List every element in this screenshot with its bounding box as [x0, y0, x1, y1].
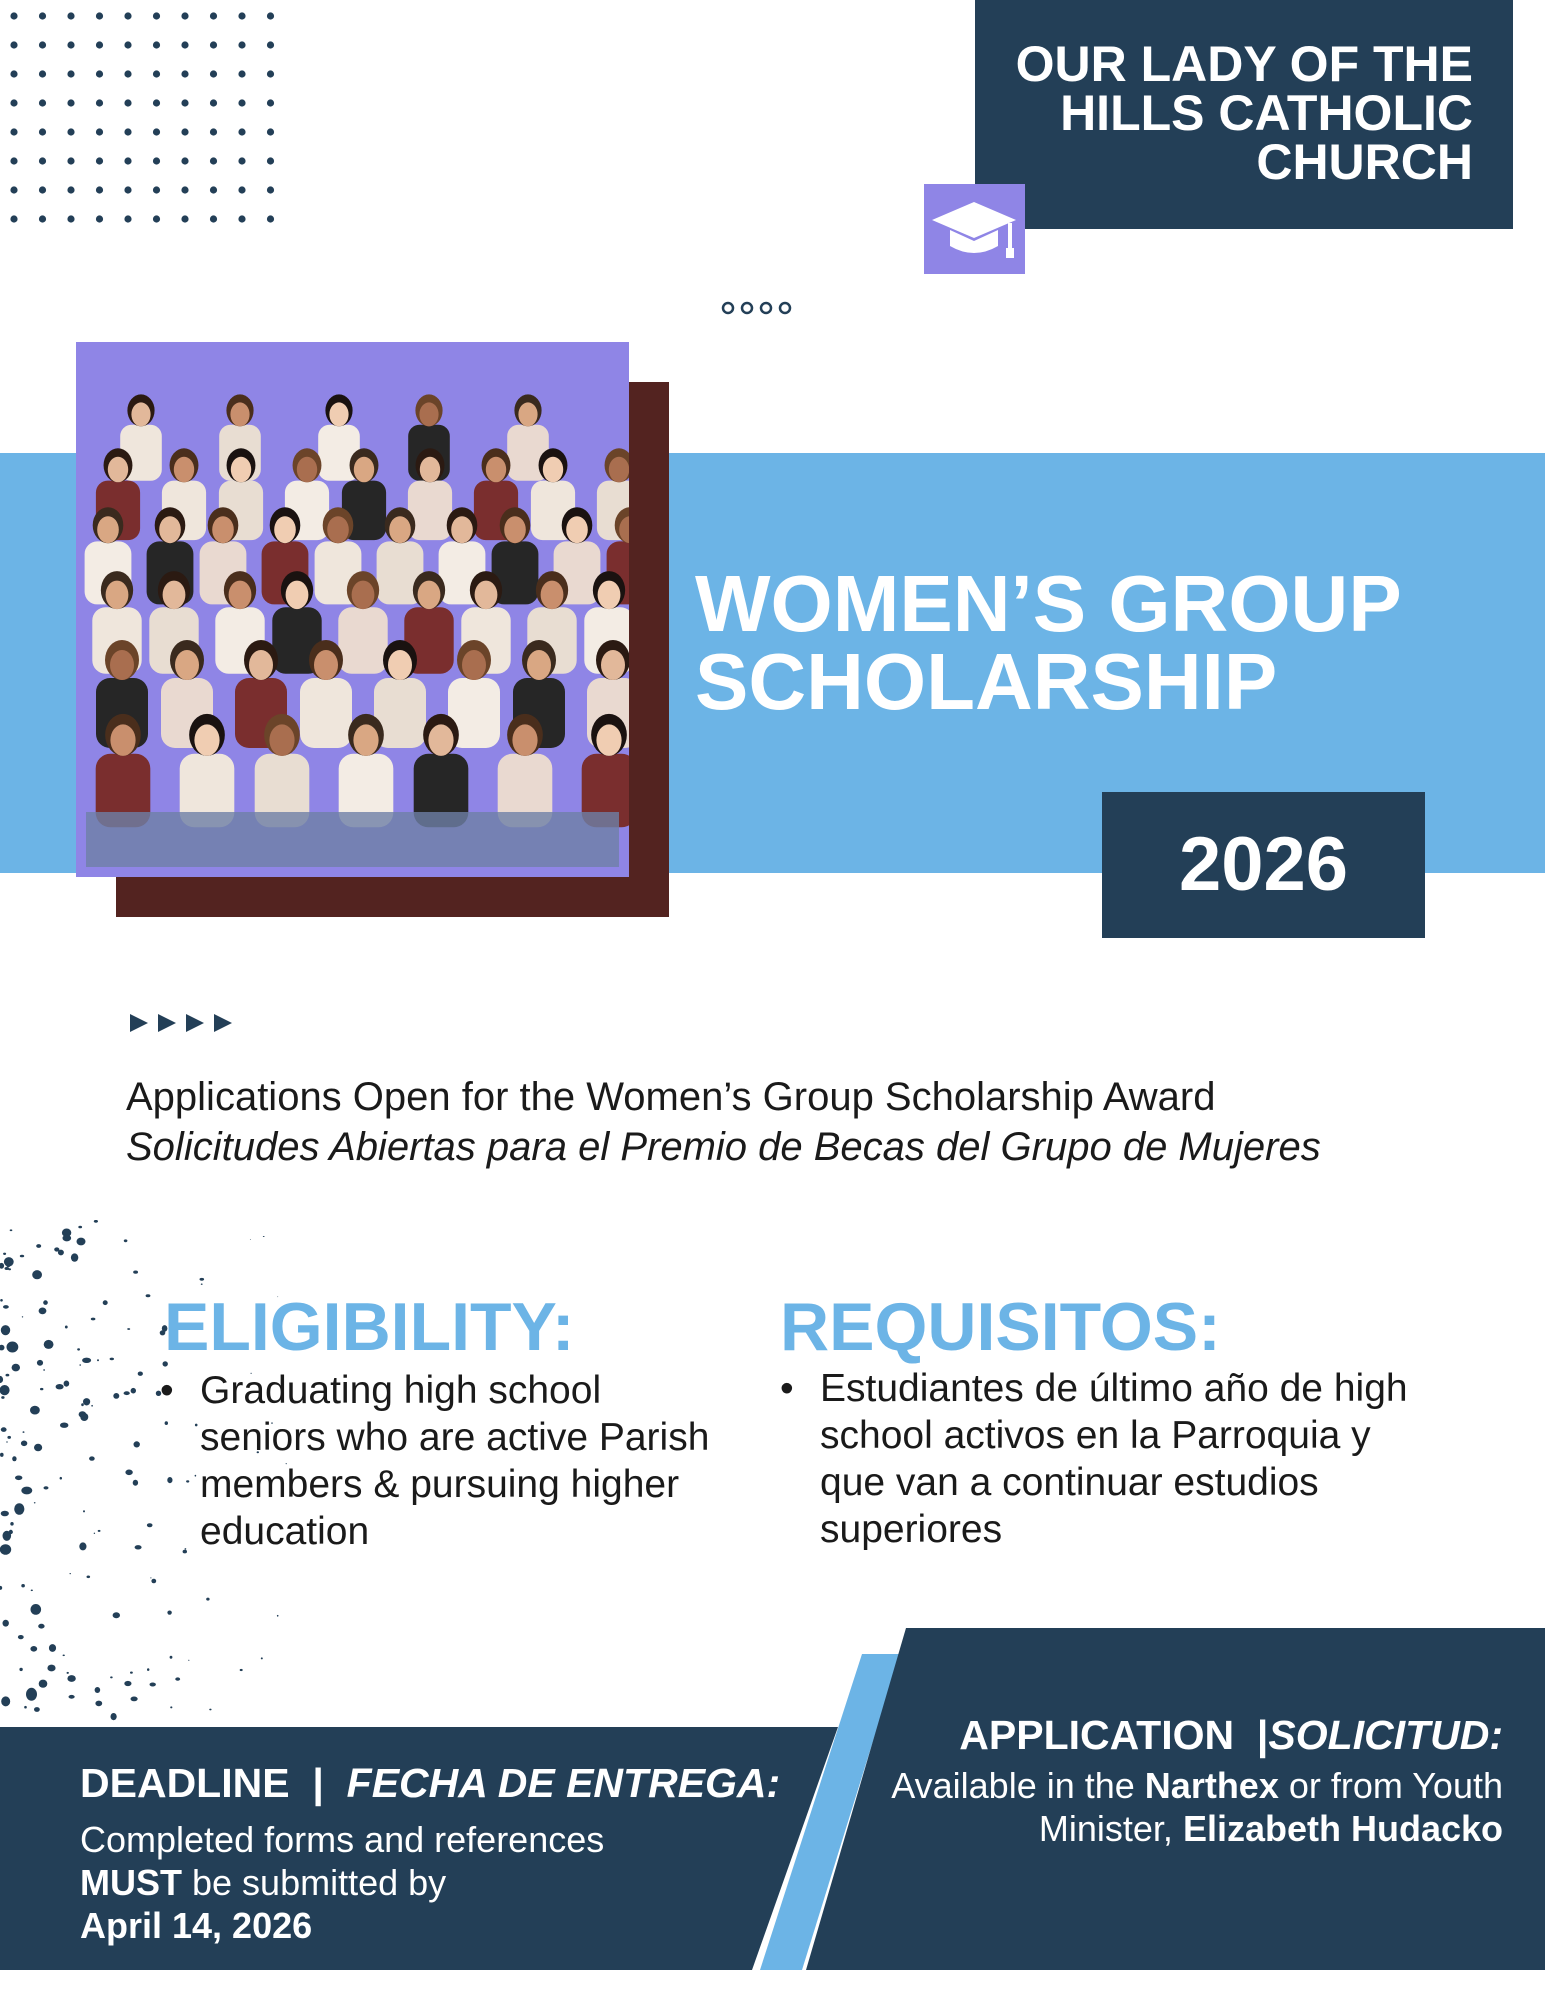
- intro-spanish: Solicitudes Abiertas para el Premio de Becas del Grupo de Mujeres: [126, 1125, 1321, 1169]
- application-mid: or from Youth Minister,: [1038, 1765, 1503, 1849]
- year-text: 2026: [1178, 822, 1349, 907]
- deadline-must: MUST: [80, 1862, 182, 1903]
- application-separator: |: [1256, 1712, 1269, 1758]
- deadline-separator: |: [312, 1760, 324, 1806]
- deadline-line2: be submitted by: [182, 1862, 447, 1903]
- application-label: APPLICATION: [959, 1712, 1235, 1758]
- deadline-label: DEADLINE: [80, 1760, 290, 1806]
- scholarship-title: WOMEN’S GROUP SCHOLARSHIP: [695, 559, 1401, 726]
- application-place: Narthex: [1144, 1765, 1279, 1806]
- application-person: Elizabeth Hudacko: [1182, 1808, 1503, 1849]
- intro-english: Applications Open for the Women’s Group Scholarship Award: [126, 1075, 1216, 1119]
- deadline-line1: Completed forms and references: [80, 1819, 605, 1860]
- deadline-text: [80, 1818, 700, 1947]
- application-text: [883, 1764, 1503, 1850]
- eligibility-heading: ELIGIBILITY:: [164, 1289, 575, 1365]
- list-item: • Estudiantes de último año de high school activos en la Parroquia y que van a continuar estudios superiores: [780, 1365, 1420, 1553]
- deadline-heading: [80, 1760, 780, 1807]
- church-name: OUR LADY OF THE HILLS CATHOLIC CHURCH: [1015, 36, 1473, 190]
- application-label-spanish: SOLICITUD:: [1268, 1712, 1503, 1758]
- application-heading: [959, 1712, 1503, 1759]
- deadline-label-spanish: FECHA DE ENTREGA:: [346, 1760, 781, 1806]
- deadline-date: April 14, 2026: [80, 1905, 313, 1946]
- list-item: • Graduating high school seniors who are active Parish members & pursuing higher education: [160, 1367, 720, 1555]
- application-pre: Available in the: [891, 1765, 1145, 1806]
- requisitos-heading: REQUISITOS:: [780, 1289, 1221, 1365]
